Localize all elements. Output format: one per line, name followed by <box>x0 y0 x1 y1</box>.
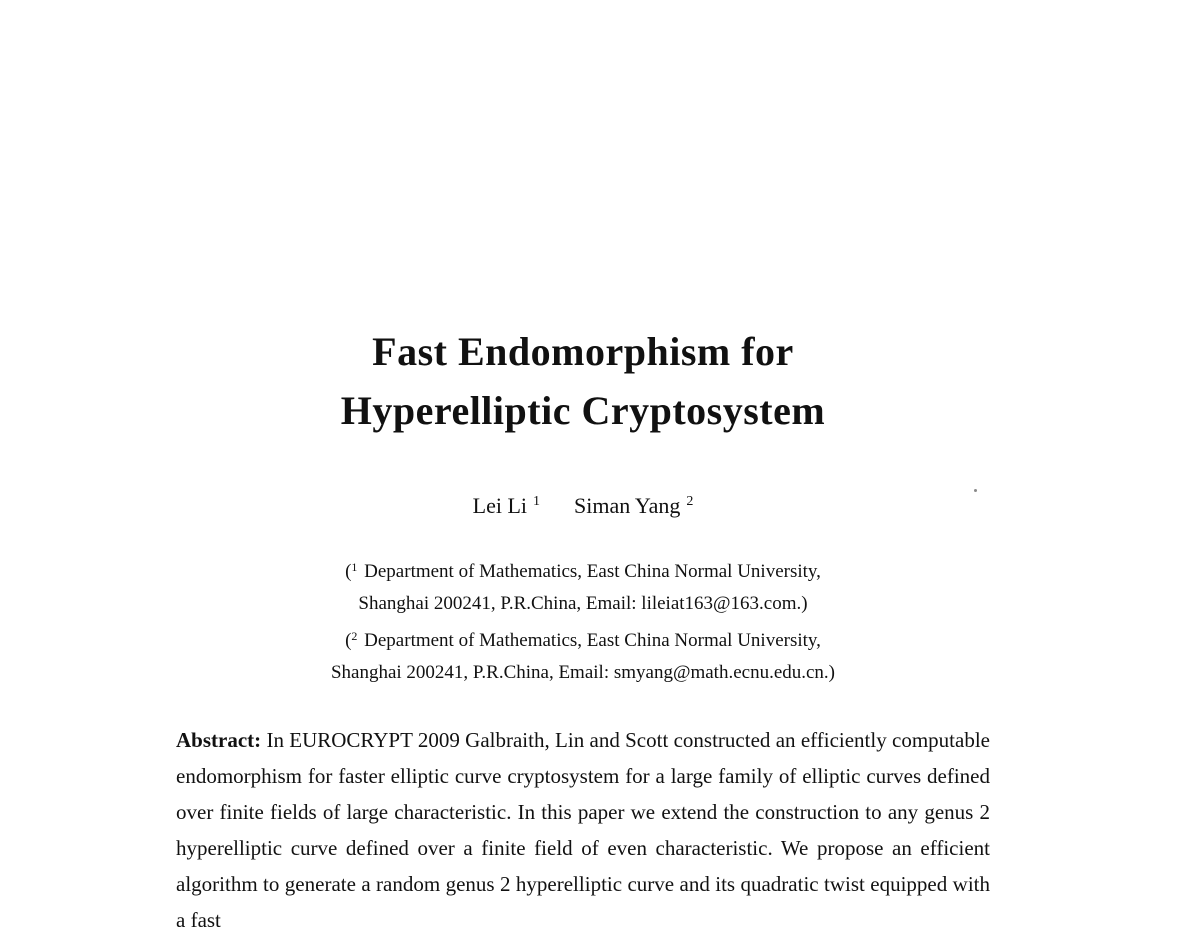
affiliations-block <box>176 551 990 689</box>
affiliation-1-line-2: Shanghai 200241, P.R.China, Email: lileiat163@163.com.) <box>358 593 808 614</box>
abstract-text: In EUROCRYPT 2009 Galbraith, Lin and Scott constructed an efficiently computable endomorphism for faster elliptic curve cryptosystem for a large family of elliptic curves defined over finite fields of large characteristic. In this paper we extend the construction to any genus 2 hyperelliptic curve defined over a finite field of even characteristic. We propose an efficient algorithm to generate a random genus 2 hyperelliptic curve and its quadratic twist equipped with a fast <box>176 728 990 932</box>
abstract-label: Abstract: <box>176 728 262 752</box>
affiliation-2-superscript: 2 <box>351 629 358 643</box>
author-1-name: Lei Li <box>472 493 527 518</box>
paper-title-line-2: Hyperelliptic Cryptosystem <box>340 388 826 433</box>
paper-title-line-1: Fast Endomorphism for <box>372 329 794 374</box>
affiliation-2-line-1 <box>176 620 990 657</box>
affiliation-2-open-paren: ( <box>345 630 352 651</box>
paper-content-column <box>176 0 990 941</box>
affiliation-1-text: Department of Mathematics, East China Normal University, <box>359 561 821 582</box>
affiliation-1-superscript: 1 <box>351 560 358 574</box>
abstract-paragraph <box>176 722 990 938</box>
author-2-name: Siman Yang <box>574 493 681 518</box>
affiliation-1-open-paren: ( <box>345 561 352 582</box>
affiliation-1-line-1 <box>176 551 990 588</box>
author-2-superscript: 2 <box>686 494 694 509</box>
author-1-superscript: 1 <box>533 494 540 509</box>
scan-artifact-dot <box>974 489 977 492</box>
affiliation-2-text: Department of Mathematics, East China Normal University, <box>359 630 821 651</box>
authors-line <box>176 493 990 519</box>
paper-title <box>176 322 990 440</box>
affiliation-2-line-2: Shanghai 200241, P.R.China, Email: smyang@math.ecnu.edu.cn.) <box>330 662 836 683</box>
